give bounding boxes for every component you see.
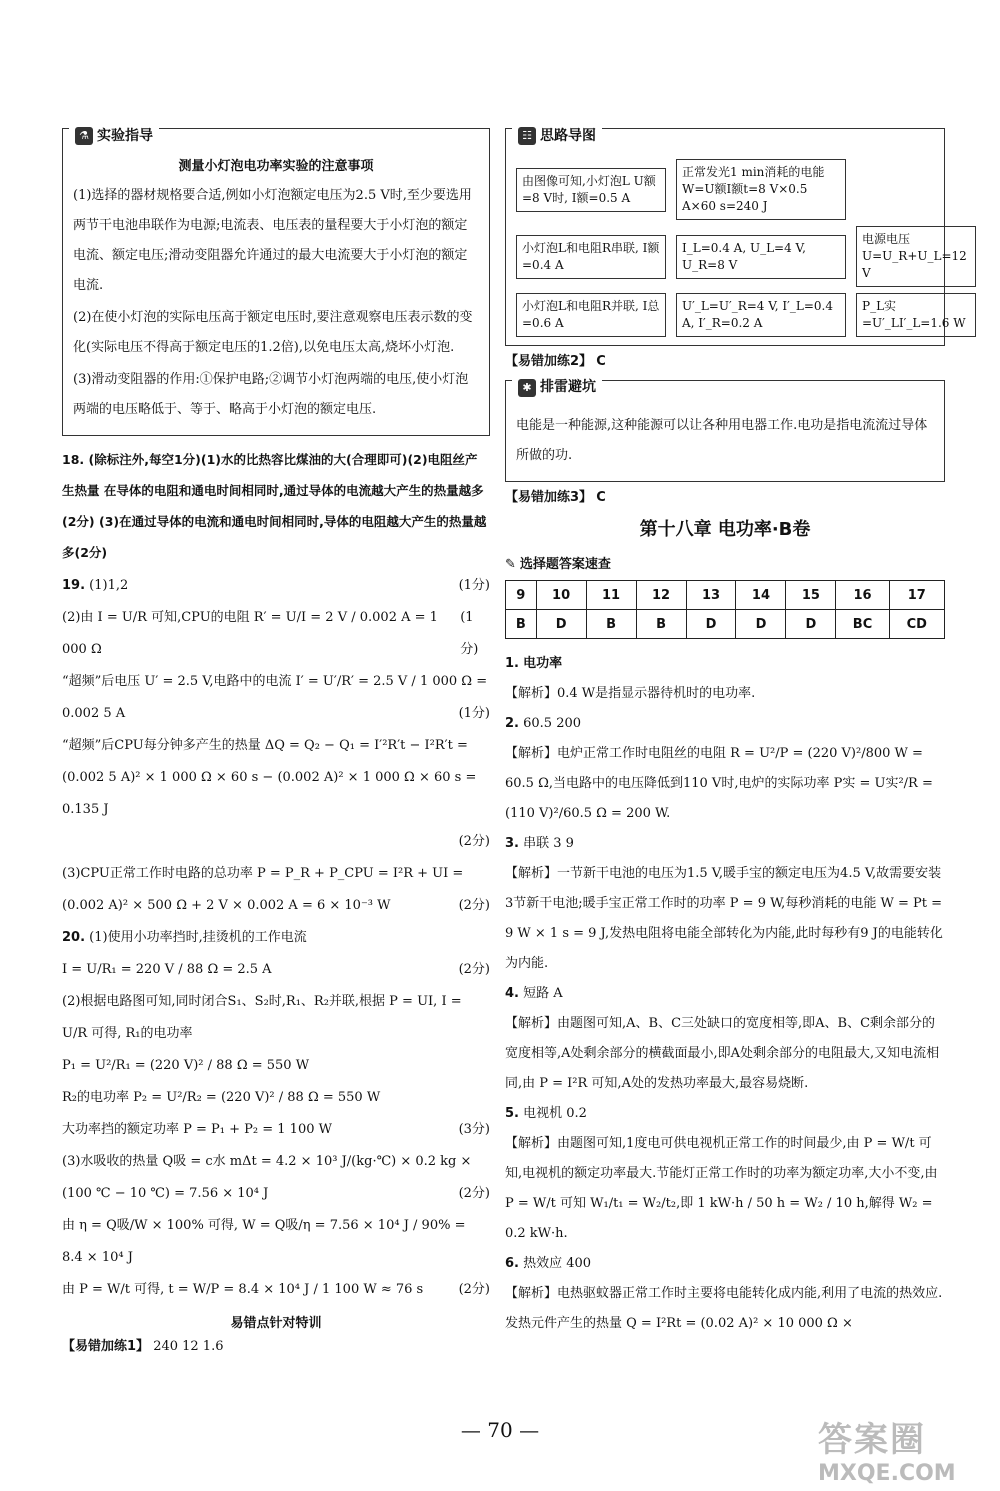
- flow-chart-box: [505, 127, 967, 346]
- question-number: 20.: [62, 929, 86, 945]
- exercise-2: [505, 354, 945, 370]
- item-answer: 热效应 400: [523, 1256, 592, 1272]
- line-text: (1)使用小功率挡时,挂烫机的工作电流: [89, 929, 307, 945]
- quick-answer-title: 选择题答案速查: [519, 556, 611, 572]
- left-column: [62, 128, 490, 1355]
- item-explanation: 【解析】由题图可知,1度电可供电视机正常工作的时间最少,由 P = W/t 可知,电视机的额定功率最大.节能灯正常工作时的功率为额定功率,大小不变,由 P = W/t 可知 W₁/t₁ = W₂/t₂,即 1 kW·h / 50 h = W₂ / 10 h,解得 W₂ = 0.2 kW·h.: [505, 1136, 938, 1242]
- item-number: 5.: [505, 1106, 519, 1122]
- table-cell: B: [636, 610, 686, 639]
- flow-node: 小灯泡L和电阻R串联, I额=0.4 A: [516, 235, 666, 279]
- flow-diagram: [516, 159, 967, 337]
- answer-line: [62, 666, 490, 698]
- answer-line: [62, 1050, 490, 1082]
- table-cell: CD: [889, 610, 944, 639]
- answer-line: [62, 762, 490, 826]
- table-cell: 9: [506, 581, 537, 610]
- table-cell: 12: [636, 581, 686, 610]
- exercise-label: 【易错加练2】: [505, 354, 593, 369]
- answer-line: [62, 922, 490, 954]
- table-cell: B: [506, 610, 537, 639]
- table-cell: 15: [786, 581, 836, 610]
- answer-line: [62, 730, 490, 762]
- line-text: (2)根据电路图可知,同时闭合S₁、S₂时,R₁、R₂并联,根据 P = UI, I =: [62, 993, 462, 1009]
- item-explanation: 【解析】一节新干电池的电压为1.5 V,暖手宝的额定电压为4.5 V,故需要安装3节新干电池;暖手宝正常工作时的功率 P = 9 W,每秒消耗的电能 W = Pt = 9 W × 1 s = 9 J,发热电阻将电能全部转化为内能,此时每秒有9 J的电能转化为内能.: [505, 866, 943, 972]
- flow-node: P_L实=U′_LI′_L=1.6 W: [856, 293, 976, 337]
- answer-line: [62, 698, 490, 730]
- line-text: R₂的电功率 P₂ = U²/R₂ = (220 V)² / 88 Ω = 550 W: [62, 1089, 381, 1105]
- line-text: P₁ = U²/R₁ = (220 V)² / 88 Ω = 550 W: [62, 1057, 310, 1073]
- table-cell: 16: [836, 581, 889, 610]
- pitfall-box: [505, 380, 945, 482]
- table-cell: D: [786, 610, 836, 639]
- answer-line: [62, 1178, 490, 1210]
- table-cell: BC: [836, 610, 889, 639]
- table-cell: D: [736, 610, 786, 639]
- exercise-answer: C: [596, 354, 606, 369]
- box-title: 测量小灯泡电功率实验的注意事项: [178, 159, 374, 174]
- score: (1分): [458, 577, 490, 593]
- right-column: [505, 127, 967, 1339]
- mine-icon: ✱: [518, 379, 536, 397]
- section-title: 易错点针对特训: [230, 1315, 322, 1331]
- score: (2分): [458, 961, 490, 977]
- flow-node: 由图像可知,小灯泡L U额=8 V时, I额=0.5 A: [516, 168, 666, 212]
- question-20: [62, 922, 490, 1306]
- answer-line: [62, 858, 490, 890]
- table-cell: D: [536, 610, 586, 639]
- line-text: “超频”后电压 U′ = 2.5 V,电路中的电流 I′ = U′/R′ = 2.5 V / 1 000 Ω =: [62, 673, 488, 689]
- quick-answer-heading: [505, 557, 945, 573]
- answer-line: [62, 602, 490, 666]
- answer-line: [62, 986, 490, 1018]
- item-number: 3.: [505, 836, 519, 852]
- line-text: 由 P = W/t 可得, t = W/P = 8.4 × 10⁴ J / 1 100 W ≈ 76 s: [62, 1281, 424, 1297]
- paragraph: (2)在使小灯泡的实际电压高于额定电压时,要注意观察电压表示数的变化(实际电压不得高于额定电压的1.2倍),以免电压太高,烧坏小灯泡.: [73, 309, 473, 355]
- answer-item: [505, 709, 945, 829]
- exercise-1: [62, 1339, 490, 1355]
- flask-icon: ⚗: [75, 127, 93, 145]
- answer-item: [505, 979, 945, 1099]
- score: (2分): [458, 833, 490, 849]
- chapter-title: 第十八章 电功率·B卷: [639, 519, 811, 541]
- table-cell: B: [586, 610, 636, 639]
- answer-table: [505, 580, 945, 639]
- table-row: [506, 581, 945, 610]
- box-tag-label: 实验指导: [97, 127, 153, 144]
- item-number: 4.: [505, 986, 519, 1002]
- answer-item: [505, 829, 945, 979]
- page-number: — 70 —: [460, 1418, 540, 1442]
- paragraph: (1)选择的器材规格要合适,例如小灯泡额定电压为2.5 V时,至少要选用两节干电池串联作为电源;电流表、电压表的量程要大于小灯泡的额定电流、额定电压;滑动变阻器允许通过的最大电流要大于小灯泡的额定电流.: [73, 187, 472, 293]
- line-text: I = U/R₁ = 220 V / 88 Ω = 2.5 A: [62, 961, 272, 977]
- flow-node: I_L=0.4 A, U_L=4 V, U_R=8 V: [676, 235, 846, 279]
- item-answer: 60.5 200: [523, 716, 582, 732]
- question-18: [62, 444, 490, 568]
- paragraph: (3)滑动变阻器的作用:①保护电路;②调节小灯泡两端的电压,使小灯泡两端的电压略低于、等于、略高于小灯泡的额定电压.: [73, 371, 469, 417]
- answer-line: [62, 1018, 490, 1050]
- score: (2分): [458, 897, 490, 913]
- table-cell: 14: [736, 581, 786, 610]
- item-number: 6.: [505, 1256, 519, 1272]
- answer-line: [62, 954, 490, 986]
- line-text: 大功率挡的额定功率 P = P₁ + P₂ = 1 100 W: [62, 1121, 332, 1137]
- item-explanation: 【解析】电热驱蚊器正常工作时主要将电能转化成内能,利用了电流的热效应.发热元件产生的热量 Q = I²Rt = (0.02 A)² × 10 000 Ω ×: [505, 1286, 943, 1332]
- line-text: (0.002 5 A)² × 1 000 Ω × 60 s − (0.002 A)² × 1 000 Ω × 60 s = 0.135 J: [62, 769, 477, 817]
- question-text: (除标注外,每空1分)(1)水的比热容比煤油的大(合理即可)(2)电阻丝产生热量 在导体的电阻和通电时间相同时,通过导体的电流越大产生的热量越多(2分) (3)在通过导体的电流和通电时间相同时,导体的电阻越大产生的热量越多(2分): [62, 451, 487, 560]
- line-text: (3)水吸收的热量 Q吸 = c水 mΔt = 4.2 × 10³ J/(kg·℃) × 0.2 kg ×: [62, 1153, 472, 1169]
- item-number: 2.: [505, 716, 519, 732]
- answer-line: [62, 1146, 490, 1178]
- line-text: (100 ℃ − 10 ℃) = 7.56 × 10⁴ J: [62, 1185, 269, 1201]
- exercise-label: 【易错加练1】: [62, 1339, 150, 1355]
- exercise-answer: 240 12 1.6: [153, 1339, 224, 1355]
- item-number: 1.: [505, 656, 519, 672]
- flow-node: 正常发光1 min消耗的电能 W=U额I额t=8 V×0.5 A×60 s=240 J: [676, 159, 846, 220]
- item-answer: 电功率: [523, 656, 563, 672]
- answer-line: [62, 890, 490, 922]
- line-text: 0.002 5 A: [62, 705, 126, 721]
- question-number: 18.: [62, 451, 85, 467]
- line-text: (1)1,2: [89, 577, 129, 593]
- answer-line: [62, 826, 490, 858]
- pencil-icon: ✎: [505, 556, 516, 572]
- answer-line: [62, 1274, 490, 1306]
- flow-node: 电源电压U=U_R+U_L=12 V: [856, 226, 976, 287]
- box-tag-label: 排雷避坑: [540, 379, 596, 396]
- line-text: “超频”后CPU每分钟多产生的热量 ΔQ = Q₂ − Q₁ = I′²R′t − I²R′t =: [62, 737, 468, 753]
- answer-item: [505, 649, 945, 709]
- answer-line: [62, 570, 490, 602]
- answer-line: [62, 1114, 490, 1146]
- item-explanation: 【解析】0.4 W是指显示器待机时的电功率.: [505, 686, 756, 702]
- question-19: [62, 570, 490, 922]
- score: (3分): [458, 1121, 490, 1137]
- item-answer: 串联 3 9: [523, 836, 574, 852]
- line-text: U/R 可得, R₁的电功率: [62, 1025, 193, 1041]
- line-text: (2)由 I = U/R 可知,CPU的电阻 R′ = U/I = 2 V / 0.002 A = 1 000 Ω: [62, 609, 438, 657]
- answer-item: [505, 1099, 945, 1249]
- watermark-title: 答案圈: [818, 1420, 926, 1460]
- experiment-guide-box: [62, 128, 490, 436]
- paragraph: 电能是一种能源,这种能源可以让各种用电器工作.电功是指电流流过导体所做的功.: [516, 417, 928, 463]
- table-cell: D: [686, 610, 736, 639]
- watermark-logo: [818, 1420, 956, 1487]
- box-tag: [512, 379, 602, 397]
- line-text: (3)CPU正常工作时电路的总功率 P = P_R + P_CPU = I²R + UI =: [62, 865, 464, 881]
- score: (1分): [460, 609, 479, 657]
- answer-line: [62, 1082, 490, 1114]
- watermark-url: MXQE.COM: [818, 1460, 956, 1486]
- score: (2分): [458, 1281, 490, 1297]
- flow-node: 小灯泡L和电阻R并联, I总=0.6 A: [516, 293, 666, 337]
- box-tag: [512, 127, 602, 145]
- answer-item: [505, 1249, 945, 1339]
- table-cell: 13: [686, 581, 736, 610]
- exercise-label: 【易错加练3】: [505, 489, 593, 505]
- table-cell: 11: [586, 581, 636, 610]
- line-text: (0.002 A)² × 500 Ω + 2 V × 0.002 A = 6 × 10⁻³ W: [62, 897, 391, 913]
- exercise-3: [505, 490, 945, 506]
- table-cell: 17: [889, 581, 944, 610]
- table-row: [506, 610, 945, 639]
- line-text: 由 η = Q吸/W × 100% 可得, W = Q吸/η = 7.56 × 10⁴ J / 90% = 8.4 × 10⁴ J: [62, 1217, 466, 1265]
- answer-line: [62, 1210, 490, 1274]
- box-tag: [69, 127, 159, 145]
- exercise-answer: C: [596, 489, 606, 505]
- item-explanation: 【解析】由题图可知,A、B、C三处缺口的宽度相等,即A、B、C剩余部分的宽度相等,A处剩余部分的横截面最小,即A处剩余部分的电阻最大,又知电流相同,由 P = I²R 可知,A处的发热功率最大,最容易烧断.: [505, 1016, 940, 1092]
- box-tag-label: 思路导图: [540, 127, 596, 144]
- mindmap-icon: ☷: [518, 127, 536, 145]
- score: (2分): [458, 1185, 490, 1201]
- item-answer: 电视机 0.2: [523, 1106, 587, 1122]
- question-number: 19.: [62, 577, 86, 593]
- flow-node: U′_L=U′_R=4 V, I′_L=0.4 A, I′_R=0.2 A: [676, 293, 846, 337]
- item-answer: 短路 A: [523, 986, 563, 1002]
- table-cell: 10: [536, 581, 586, 610]
- score: (1分): [458, 705, 490, 721]
- item-explanation: 【解析】电炉正常工作时电阻丝的电阻 R = U²/P = (220 V)²/800 W = 60.5 Ω,当电路中的电压降低到110 V时,电炉的实际功率 P实 = U实²/R = (110 V)²/60.5 Ω = 200 W.: [505, 746, 933, 822]
